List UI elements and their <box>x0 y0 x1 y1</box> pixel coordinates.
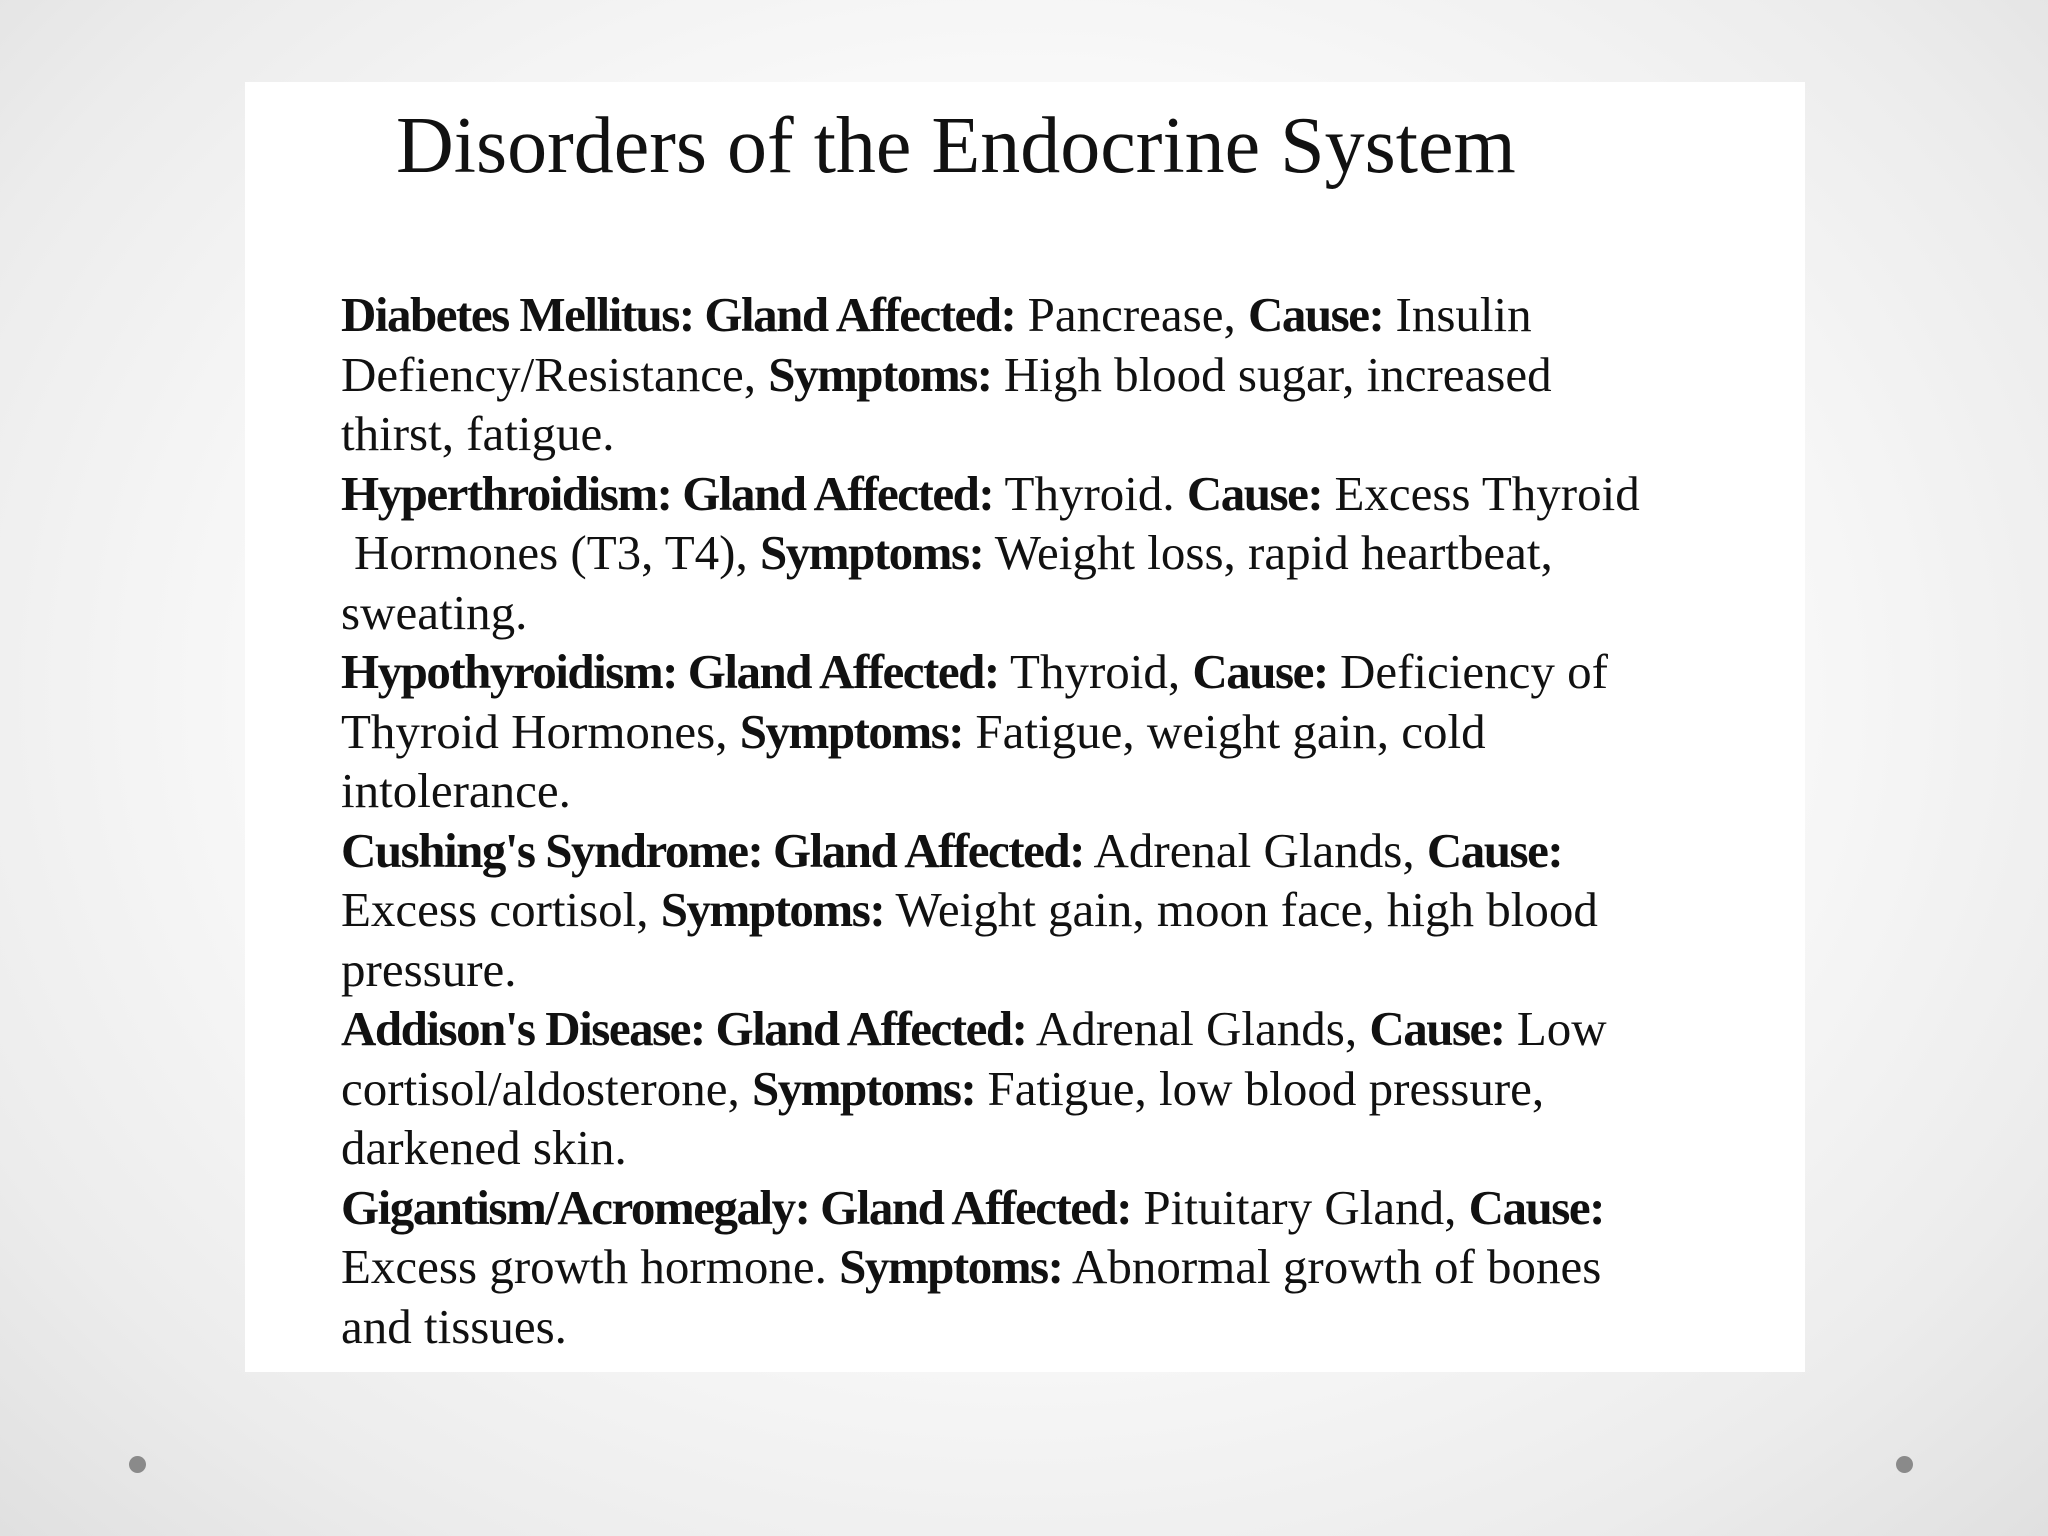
disorder-label: Cause: <box>1192 644 1328 699</box>
disorder-item <box>341 999 1781 1178</box>
disorder-text: Hormones (T3, T4), <box>354 525 760 580</box>
disorder-text: Fatigue, low blood pressure, <box>975 1060 1545 1116</box>
disorder-label: Cause: <box>1369 1001 1505 1056</box>
disorder-text: Excess Thyroid <box>1322 465 1640 521</box>
disorder-line <box>341 1059 1781 1119</box>
disorder-text: Low <box>1504 1001 1607 1056</box>
disorder-item <box>341 1178 1781 1357</box>
disorder-list <box>341 285 1781 1356</box>
disorder-label: Symptoms: <box>660 882 885 937</box>
disorder-label: Cause: <box>1186 465 1323 521</box>
disorder-line <box>341 702 1781 762</box>
disorder-line <box>341 999 1781 1059</box>
disorder-text: pressure. <box>341 941 517 997</box>
disorder-text: Weight loss, rapid heartbeat, <box>983 525 1553 580</box>
disorder-label: Hypothyroidism: Gland Affected: <box>341 644 999 699</box>
slide-right-dot <box>1896 1456 1913 1473</box>
slide-left-dot <box>129 1456 146 1473</box>
disorder-text: darkened skin. <box>341 1120 627 1175</box>
disorder-text: Fatigue, weight gain, cold <box>963 703 1486 759</box>
disorder-text: intolerance. <box>341 763 571 818</box>
disorder-label: Diabetes Mellitus: Gland Affected: <box>341 287 1016 342</box>
disorder-item <box>341 464 1781 643</box>
disorder-text: Excess cortisol, <box>341 882 661 937</box>
disorder-text: Thyroid Hormones, <box>341 703 740 759</box>
disorder-text: Insulin <box>1383 287 1532 342</box>
disorder-line <box>341 583 1781 643</box>
disorder-line <box>341 1178 1781 1238</box>
disorder-label: Cause: <box>1426 822 1563 878</box>
disorder-label: Cushing's Syndrome: Gland Affected: <box>341 822 1084 878</box>
disorder-line <box>341 345 1781 405</box>
disorder-line <box>341 1118 1781 1178</box>
disorder-text: Abnormal growth of bones <box>1062 1239 1602 1294</box>
disorder-line <box>341 404 1781 464</box>
disorder-line <box>341 1297 1781 1357</box>
disorder-label: Symptoms: <box>739 703 964 759</box>
disorder-text: High blood sugar, increased <box>991 346 1552 402</box>
disorder-text: sweating. <box>341 584 528 640</box>
disorder-text: Pancrease, <box>1015 287 1248 342</box>
disorder-item <box>341 821 1781 1000</box>
disorder-line <box>341 880 1781 940</box>
disorder-label: Symptoms: <box>839 1239 1063 1294</box>
disorder-label: Cause: <box>1468 1179 1604 1235</box>
disorder-line <box>341 464 1781 524</box>
disorder-text: Adrenal Glands, <box>1083 822 1427 878</box>
disorder-text: Excess growth hormone. <box>341 1239 840 1294</box>
disorder-item <box>341 285 1781 464</box>
disorder-label: Hyperthroidism: Gland Affected: <box>341 465 994 521</box>
disorder-label: Symptoms: <box>768 346 992 402</box>
disorder-text: Thyroid. <box>993 465 1187 521</box>
disorder-text: Pituitary Gland, <box>1131 1179 1469 1235</box>
disorder-line <box>341 1237 1781 1297</box>
disorder-item <box>341 642 1781 821</box>
disorder-label: Symptoms: <box>760 525 984 580</box>
disorder-label: Gigantism/Acromegaly: Gland Affected: <box>341 1179 1132 1235</box>
disorder-label: Symptoms: <box>751 1060 976 1116</box>
disorder-text: cortisol/aldosterone, <box>341 1060 752 1116</box>
disorder-text: Weight gain, moon face, high blood <box>884 882 1598 937</box>
disorder-label: Addison's Disease: Gland Affected: <box>341 1001 1027 1056</box>
disorder-line <box>341 821 1781 881</box>
disorder-text: Thyroid, <box>998 644 1193 699</box>
disorder-line <box>341 642 1781 702</box>
disorder-text: Deficiency of <box>1327 644 1608 699</box>
disorder-line <box>341 285 1781 345</box>
disorder-text: thirst, fatigue. <box>341 406 615 461</box>
disorder-text: Adrenal Glands, <box>1026 1001 1370 1056</box>
disorder-line <box>341 940 1781 1000</box>
slide-title: Disorders of the Endocrine System <box>396 102 1516 190</box>
disorder-line <box>341 761 1781 821</box>
disorder-line <box>341 523 1781 583</box>
disorder-label: Cause: <box>1248 287 1384 342</box>
disorder-text: Defiency/Resistance, <box>341 346 769 402</box>
disorder-text: and tissues. <box>341 1298 567 1354</box>
